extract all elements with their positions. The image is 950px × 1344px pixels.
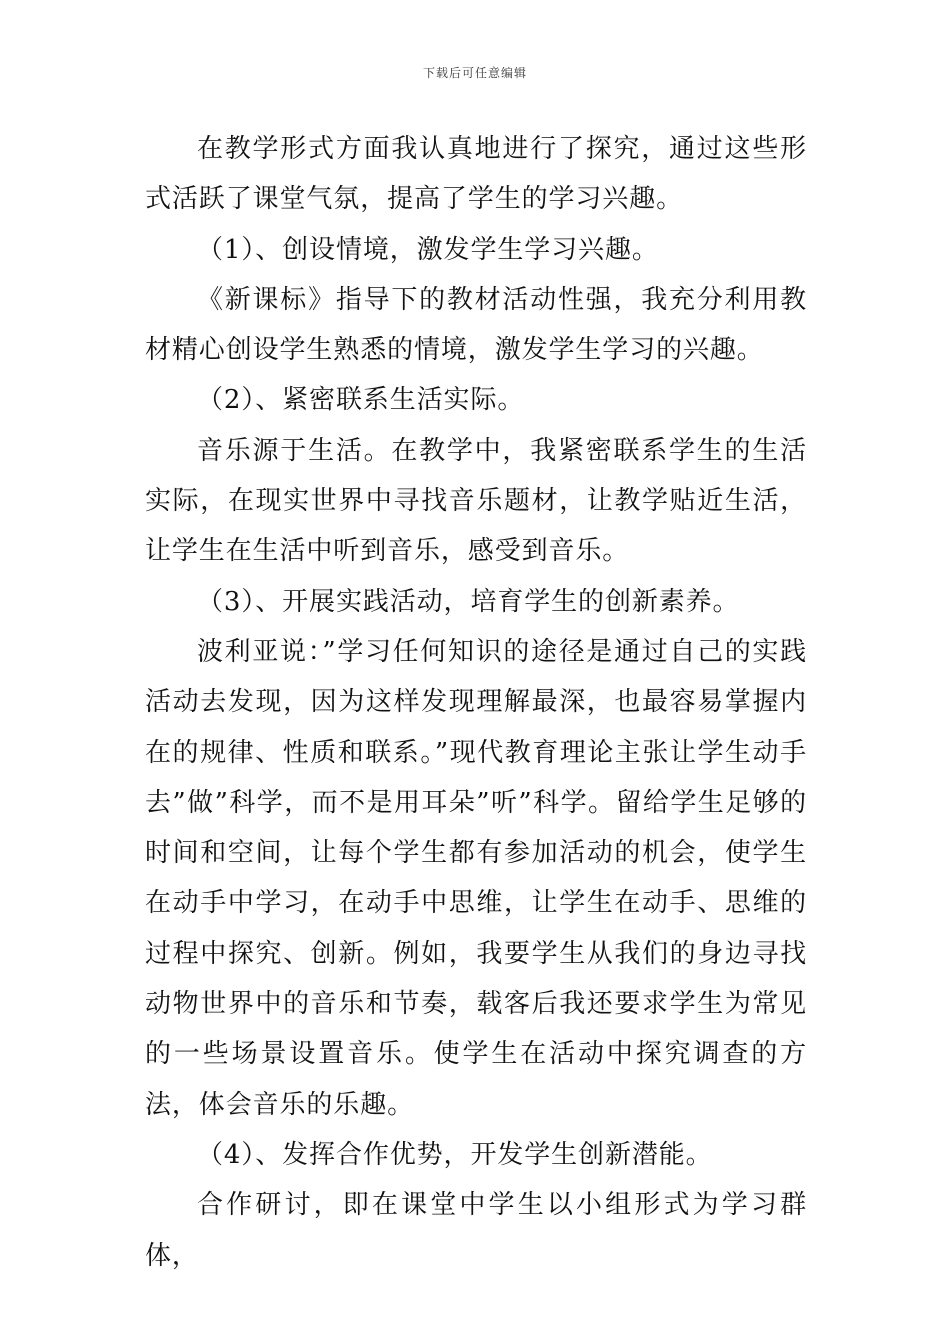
paragraph-section-4: 合作研讨，即在课堂中学生以小组形式为学习群体，	[145, 1190, 807, 1271]
paragraph-intro: 在教学形式方面我认真地进行了探究，通过这些形式活跃了课堂气氛，提高了学生的学习兴趣。	[145, 134, 807, 215]
document-body	[145, 124, 807, 1281]
paragraph-section-2: 音乐源于生活。在教学中，我紧密联系学生的生活实际，在现实世界中寻找音乐题材，让教学贴近生活，让学生在生活中听到音乐，感受到音乐。	[145, 435, 807, 567]
paragraph-section-1: 《新课标》指导下的教材活动性强，我充分利用教材精心创设学生熟悉的情境，激发学生学习的兴趣。	[145, 284, 807, 366]
heading-section-3: （3）、开展实践活动，培育学生的创新素养。	[197, 586, 740, 617]
paragraph-section-3: 波利亚说：”学习任何知识的途径是通过自己的实践活动去发现，因为这样发现理解最深，也最容易掌握内在的规律、性质和联系。”现代教育理论主张让学生动手去”做”科学，而不是用耳朵”听”科学。留给学生足够的时间和空间，让每个学生都有参加活动的机会，使学生在动手中学习，在动手中思维，让学生在动手、思维的过程中探究、创新。例如，我要学生从我们的身边寻找动物世界中的音乐和节奏，载客后我还要求学生为常见的一些场景设置音乐。使学生在活动中探究调查的方法，体会音乐的乐趣。	[145, 636, 807, 1120]
page-header: 下载后可任意编辑	[422, 66, 527, 80]
heading-section-1: （1）、创设情境，激发学生学习兴趣。	[197, 234, 659, 265]
heading-section-2: （2）、紧密联系生活实际。	[197, 385, 525, 416]
heading-section-4: （4）、发挥合作优势，开发学生创新潜能。	[197, 1139, 713, 1170]
